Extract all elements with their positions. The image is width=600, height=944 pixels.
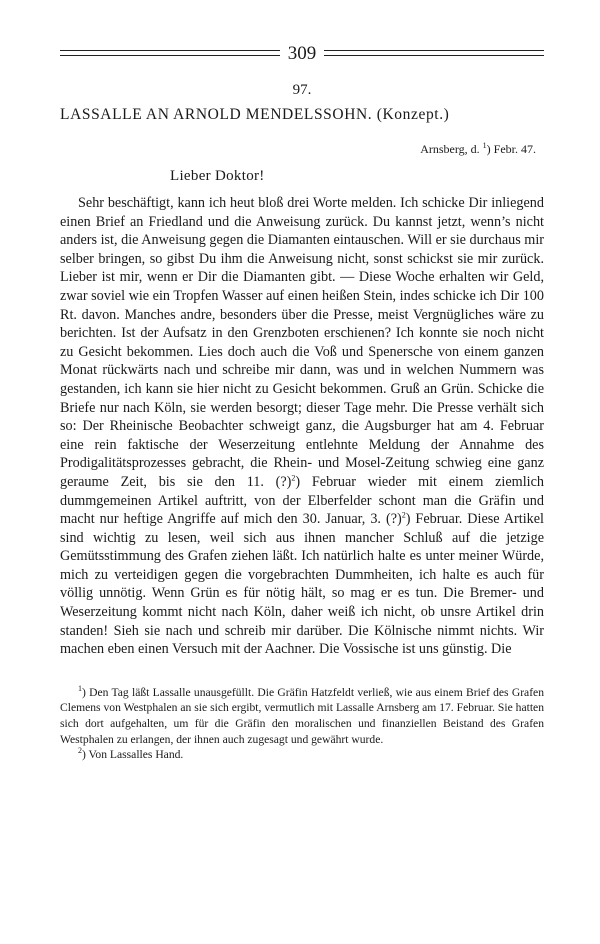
letter-title: LASSALLE AN ARNOLD MENDELSSOHN. (Konzept.) (60, 106, 450, 123)
footnote-mark: 2 (78, 746, 82, 756)
footnote (60, 685, 544, 747)
header-rule-right (324, 50, 544, 56)
body-text-part-2: ) Februar wieder mit einem ziemlich dummgemeinen Artikel auftritt, von der Elberfelder schont man die Gräfin und macht nur heftige Angriffe auf mich den 30. Januar, 3. (?) (60, 473, 544, 528)
footnote-text: ) Den Tag läßt Lassalle unausgefüllt. Die Gräfin Hatzfeldt verließ, wie aus einem Brief des Grafen Clemens von Westphalen an sie sich ergibt, vermutlich mit Lassalle Arnsberg am 17. Februar. Sie hatten sich dort aufgehalten, um für die Gräfin den moralischen und finanziellen Beistand des Grafen Westphalen zu erlangen, der ihnen auch zugesagt und gewährt wurde. (60, 685, 544, 746)
body-text-part-3: ) Februar. Diese Artikel sind wichtig zu lesen, weil sich aus ihnen mancher Schluß auf die jetzige Gemütsstimmung des Grafen ziehen läßt. Ich natürlich halte es unter meiner Würde, mich zu verteidigen gegen die vorgebrachten Dummheiten, ich halte es auch für völlig unnötig. Wenn Grün es für nötig hält, so mag er es tun. Die Bremer- und Weserzeitung kommt nicht nach Köln, daher weiß ich nicht, ob unsre Artikel drin standen! Sieh sie nach und schreib mir darüber. Die Kölnische nimmt nichts. Wir machen eben einen Versuch mit der Aachner. Die Vossische ist uns günstig. Die (60, 511, 544, 658)
body-paragraph (60, 194, 544, 659)
body-text-part-1: Sehr beschäftigt, kann ich heut bloß drei Worte melden. Ich schicke Dir inliegend einen Brief an Friedland und die Anweisung zurück. Du kannst jetzt, wenn’s nicht anders ist, die Anweisung gegen die Diamanten eintauschen. Will er sie durchaus mir selber bringen, so gibst Du ihm die Anweisung nicht, sonst schickst sie mir zurück. Lieber ist mir, wenn er Dir die Diamanten gibt. — Diese Woche erhalten wir Geld, zwar soviel wie ein Tropfen Wasser auf einen heißen Stein, indes schicke ich Dir 100 Rt. davon. Manches andre, besonders über die Presse, meist Vergnügliches wäre zu berichten. Ist der Aufsatz in den Grenzboten erschienen? Ich konnte sie noch nicht zu Gesicht bekommen. Lies doch auch die Voß und Spenersche von einem ganzen Monat rückwärts nach und schreibe mir dann, was und in welchen Nummern was gestanden, ich kann sie hier nicht zu Gesicht bekommen. Gruß an Grün. Schicke die Briefe nur nach Köln, sie werden besorgt; dieser Tage mehr. Die Presse verhält sich so: Der Rheinische Beobachter schweigt ganz, die Augsburger hat am 4. Februar eine rein faktische der Weserzeitung entlehnte Meldung der Annahme des Prodigalitätsprozesses gebracht, die Rhein- und Mosel-Zeitung schwieg eine ganz geraume Zeit, bis sie den 11. (?) (60, 195, 544, 490)
letter-number: 97. (292, 82, 312, 98)
footnotes (60, 685, 544, 763)
place-date-prefix: Arnsberg, d. (420, 142, 483, 156)
footnote-ref: 2 (401, 510, 406, 520)
page-header (60, 40, 544, 66)
document-page (60, 40, 544, 763)
footnote (60, 747, 544, 763)
page-number: 309 (287, 42, 317, 64)
letter-body (60, 194, 544, 659)
place-date (60, 140, 536, 158)
place-date-suffix: ) Febr. 47. (486, 142, 536, 156)
footnote-ref: 2 (291, 473, 296, 483)
header-rule-left (60, 50, 280, 56)
salutation: Lieber Doktor! (170, 168, 265, 184)
footnote-mark: 1 (78, 683, 82, 693)
footnote-text: ) Von Lassalles Hand. (82, 748, 184, 762)
footnote-ref: 1 (482, 141, 487, 150)
